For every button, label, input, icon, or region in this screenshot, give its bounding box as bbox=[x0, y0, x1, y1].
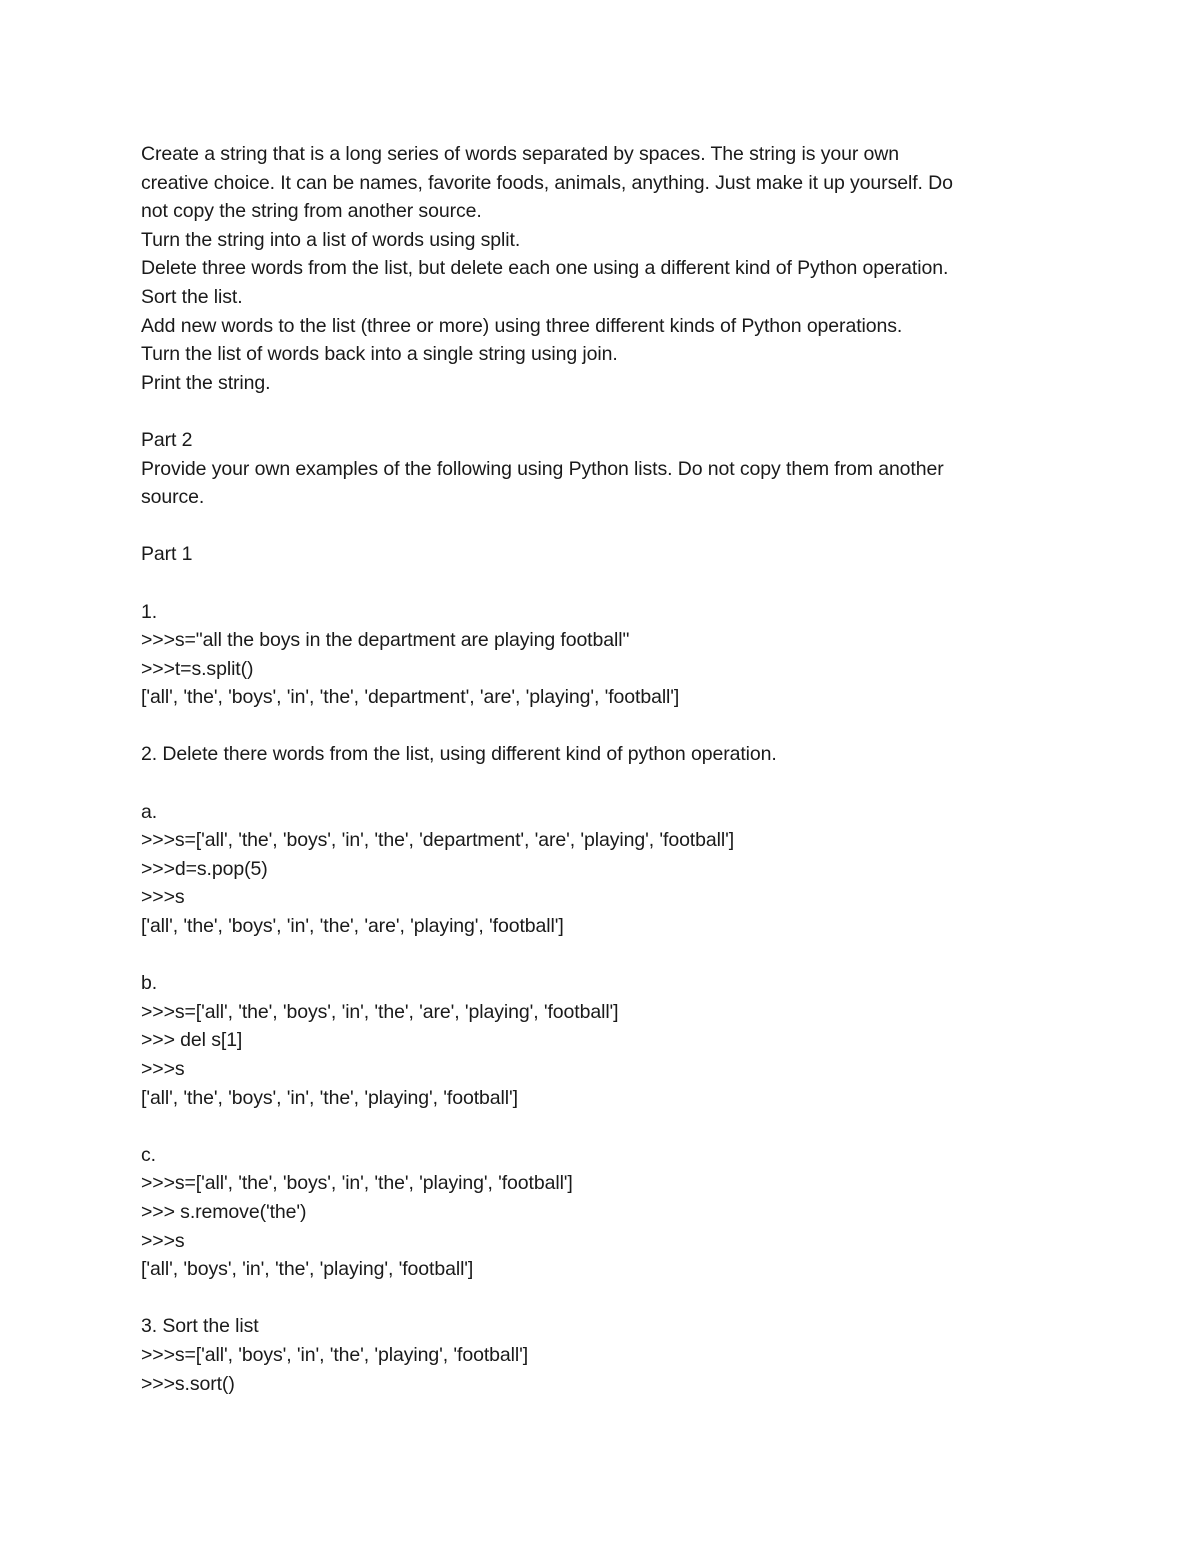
code-line: b. bbox=[141, 972, 158, 995]
spacer bbox=[141, 512, 1081, 541]
instructions-block bbox=[141, 140, 1081, 397]
code-line: >>>s.sort() bbox=[141, 1372, 235, 1395]
spacer bbox=[141, 397, 1081, 426]
code-line: >>> s.remove('the') bbox=[141, 1200, 307, 1223]
document-page bbox=[141, 140, 1081, 1398]
code-line: >>>s=['all', 'the', 'boys', 'in', 'the', 'playing', 'football'] bbox=[141, 1172, 573, 1195]
instruction-line: Sort the list. bbox=[141, 285, 243, 308]
instruction-line: Add new words to the list (three or more) using three different kinds of Python operations. bbox=[141, 314, 903, 337]
code-line: ['all', 'the', 'boys', 'in', 'the', 'playing', 'football'] bbox=[141, 1086, 518, 1109]
part1-section bbox=[141, 540, 1081, 1398]
step3-block bbox=[141, 1312, 1081, 1398]
code-line: >>>s="all the boys in the department are playing football" bbox=[141, 629, 630, 652]
instruction-line: Turn the list of words back into a single string using join. bbox=[141, 343, 618, 366]
part2-section bbox=[141, 426, 1081, 512]
code-line: >>>s=['all', 'the', 'boys', 'in', 'the', 'are', 'playing', 'football'] bbox=[141, 1000, 619, 1023]
code-line: >>>s bbox=[141, 886, 185, 909]
code-line: c. bbox=[141, 1143, 156, 1166]
code-line: >>>s=['all', 'the', 'boys', 'in', 'the', 'department', 'are', 'playing', 'football'] bbox=[141, 829, 735, 852]
spacer bbox=[141, 1284, 1081, 1313]
spacer bbox=[141, 769, 1081, 798]
instruction-line: creative choice. It can be names, favorite foods, animals, anything. Just make it up yourself. Do bbox=[141, 171, 953, 194]
part2-heading: Part 2 bbox=[141, 428, 193, 451]
code-line: 1. bbox=[141, 600, 158, 623]
instruction-line: not copy the string from another source. bbox=[141, 200, 482, 223]
spacer bbox=[141, 1112, 1081, 1141]
instruction-line: Delete three words from the list, but delete each one using a different kind of Python operation. bbox=[141, 257, 949, 280]
code-line: ['all', 'the', 'boys', 'in', 'the', 'are', 'playing', 'football'] bbox=[141, 915, 564, 938]
instruction-line: Create a string that is a long series of words separated by spaces. The string is your own bbox=[141, 143, 900, 165]
code-line: >>>s bbox=[141, 1058, 185, 1080]
code-line: >>>t=s.split() bbox=[141, 657, 254, 680]
spacer bbox=[141, 941, 1081, 970]
code-line: ['all', 'the', 'boys', 'in', 'the', 'department', 'are', 'playing', 'football'] bbox=[141, 686, 680, 709]
step2-heading: 2. Delete there words from the list, using different kind of python operation. bbox=[141, 743, 777, 766]
code-line: >>> del s[1] bbox=[141, 1029, 243, 1052]
code-line: >>>s=['all', 'boys', 'in', 'the', 'playing', 'football'] bbox=[141, 1343, 529, 1366]
step3-heading: 3. Sort the list bbox=[141, 1315, 259, 1338]
instruction-line: Turn the string into a list of words using split. bbox=[141, 228, 521, 251]
step1-block bbox=[141, 598, 1081, 712]
spacer bbox=[141, 712, 1081, 741]
instruction-line: Print the string. bbox=[141, 371, 271, 394]
step2a-block bbox=[141, 798, 1081, 941]
code-line: >>>d=s.pop(5) bbox=[141, 857, 268, 880]
step2c-block bbox=[141, 1141, 1081, 1284]
code-line: ['all', 'boys', 'in', 'the', 'playing', 'football'] bbox=[141, 1258, 474, 1281]
code-line: a. bbox=[141, 800, 158, 823]
part2-line: source. bbox=[141, 486, 205, 509]
step2b-block bbox=[141, 969, 1081, 1112]
part2-line: Provide your own examples of the following using Python lists. Do not copy them from another bbox=[141, 457, 944, 480]
spacer bbox=[141, 569, 1081, 598]
part1-heading: Part 1 bbox=[141, 543, 193, 566]
code-line: >>>s bbox=[141, 1229, 185, 1252]
